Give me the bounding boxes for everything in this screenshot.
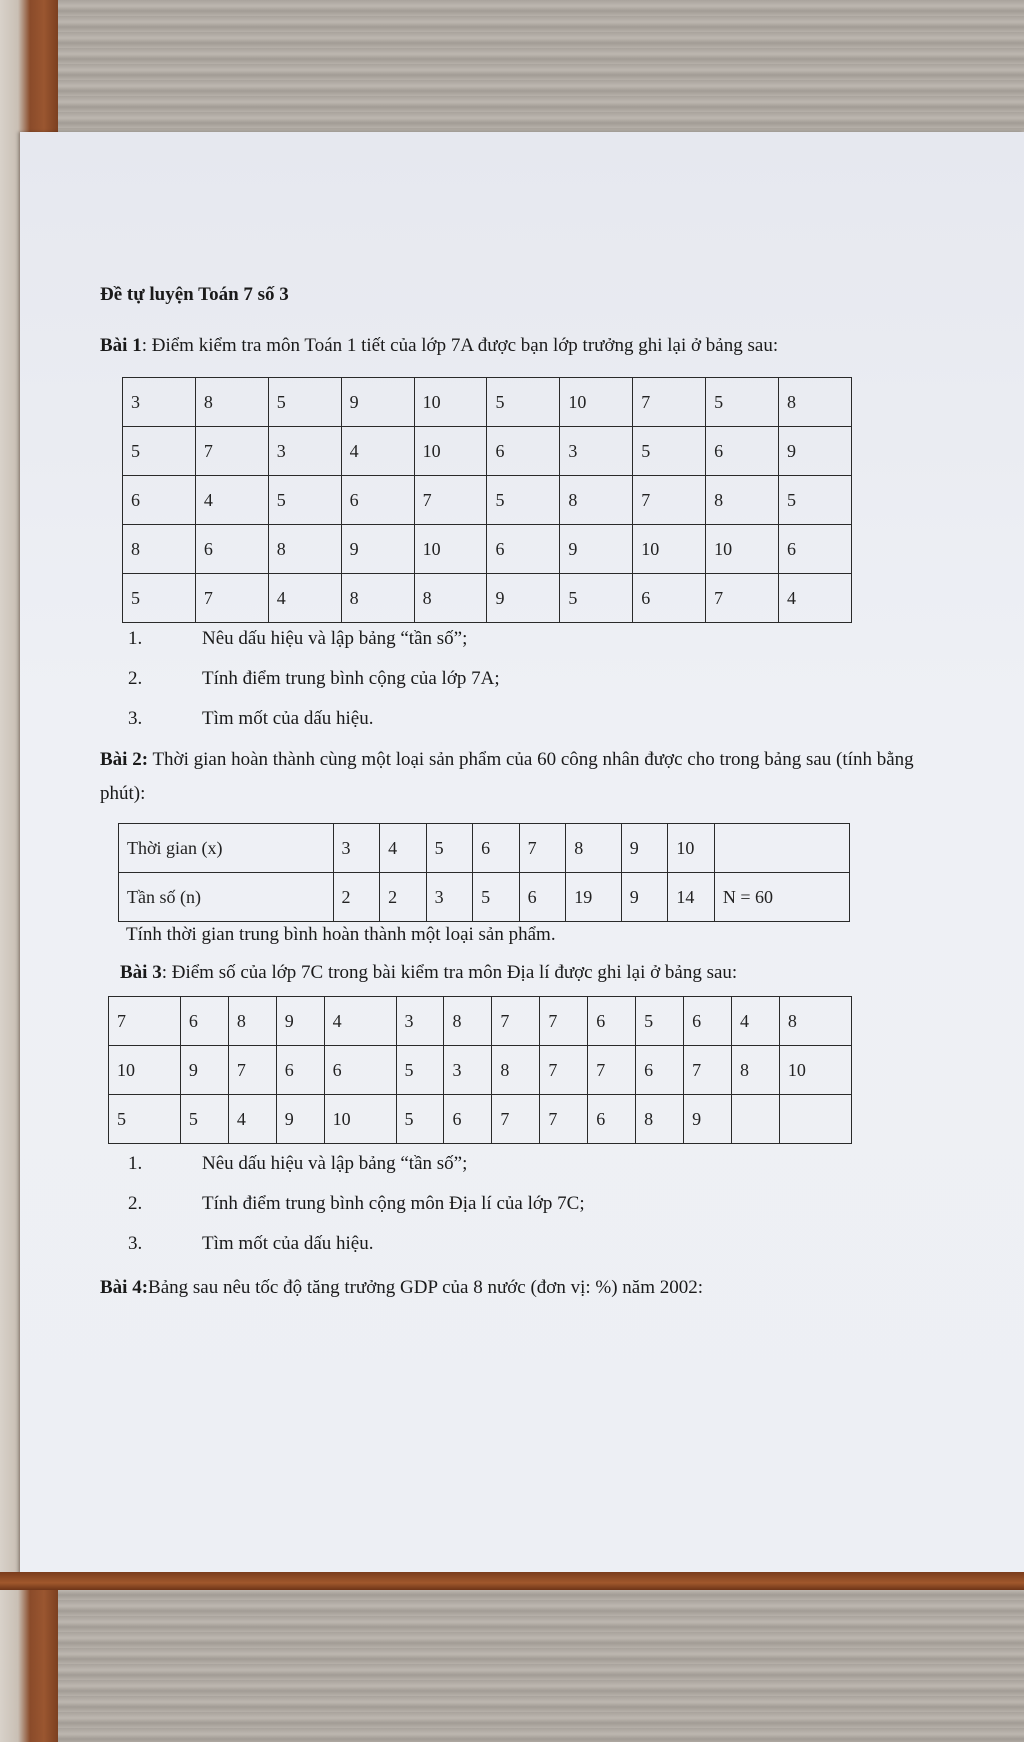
list-item-number: 2.	[128, 1193, 143, 1214]
table-cell: 6	[706, 427, 779, 476]
table-cell: 9	[276, 1095, 324, 1144]
table-cell: 5	[706, 378, 779, 427]
bai3-score-table	[108, 996, 852, 1144]
table-cell: 5	[268, 378, 341, 427]
table-cell: 10	[414, 525, 487, 574]
table-cell: 6	[684, 997, 732, 1046]
bai2-text: Thời gian hoàn thành cùng một loại sản phẩm của 60 công nhân được cho trong bảng sau (tính bằng phút):	[100, 749, 914, 804]
list-item-number: 1.	[128, 1153, 143, 1174]
table-cell: 5	[268, 476, 341, 525]
table-row	[119, 873, 850, 922]
table-cell: 6	[123, 476, 196, 525]
table-cell: 7	[706, 574, 779, 623]
list-item	[100, 1224, 960, 1264]
table-cell: 5	[487, 476, 560, 525]
list-item-number: 3.	[128, 708, 143, 729]
table-cell: 6	[779, 525, 852, 574]
bai1-text: : Điểm kiểm tra môn Toán 1 tiết của lớp 7A được bạn lớp trưởng ghi lại ở bảng sau:	[141, 335, 779, 356]
table-row	[109, 1046, 852, 1095]
table-cell: N = 60	[714, 873, 849, 922]
table-cell: 7	[195, 574, 268, 623]
table-cell: 3	[123, 378, 196, 427]
table-cell	[714, 824, 849, 873]
table-row	[123, 427, 852, 476]
table-cell: 4	[732, 997, 780, 1046]
table-cell: 14	[668, 873, 715, 922]
table-cell: 5	[636, 997, 684, 1046]
table-cell: 5	[487, 378, 560, 427]
table-cell: 8	[706, 476, 779, 525]
table-cell: 7	[540, 997, 588, 1046]
list-item	[100, 619, 960, 659]
table-cell: 8	[228, 997, 276, 1046]
table-cell: 8	[732, 1046, 780, 1095]
document-title: Đề tự luyện Toán 7 số 3	[100, 284, 289, 305]
table-cell: 6	[324, 1046, 396, 1095]
bai4-prompt	[100, 1268, 960, 1308]
table-cell: Tần số (n)	[119, 873, 334, 922]
table-cell: 9	[621, 824, 668, 873]
table-cell: 8	[414, 574, 487, 623]
list-item-text: Tính điểm trung bình cộng của lớp 7A;	[202, 668, 500, 689]
list-item-text: Tìm mốt của dấu hiệu.	[202, 708, 374, 729]
table-cell: 8	[123, 525, 196, 574]
list-item	[100, 1144, 960, 1184]
table-cell: 6	[519, 873, 566, 922]
bai4-text: Bảng sau nêu tốc độ tăng trưởng GDP của 8 nước (đơn vị: %) năm 2002:	[148, 1277, 704, 1298]
table-cell: 7	[195, 427, 268, 476]
table-cell: 7	[633, 476, 706, 525]
bai2-frequency-table	[118, 823, 850, 922]
table-cell: 7	[684, 1046, 732, 1095]
list-item-text: Tính điểm trung bình cộng môn Địa lí của lớp 7C;	[202, 1193, 585, 1214]
bai1-label: Bài 1	[100, 335, 142, 356]
table-cell: 9	[779, 427, 852, 476]
table-cell	[779, 1095, 851, 1144]
table-cell: 7	[519, 824, 566, 873]
table-cell: 3	[333, 824, 380, 873]
table-cell: 7	[540, 1046, 588, 1095]
table-cell: 4	[268, 574, 341, 623]
list-item-text: Nêu dấu hiệu và lập bảng “tần số”;	[202, 1153, 468, 1174]
table-cell: 10	[324, 1095, 396, 1144]
bai3-prompt	[120, 956, 960, 990]
table-cell: 6	[276, 1046, 324, 1095]
table-cell: 3	[396, 997, 444, 1046]
table-cell: 6	[487, 427, 560, 476]
table-cell: 10	[414, 378, 487, 427]
table-cell: Thời gian (x)	[119, 824, 334, 873]
table-cell: 6	[444, 1095, 492, 1144]
bai2-prompt	[100, 743, 960, 811]
table-cell: 3	[268, 427, 341, 476]
table-cell: 9	[341, 525, 414, 574]
table-cell: 9	[621, 873, 668, 922]
table-cell: 9	[560, 525, 633, 574]
table-cell: 9	[276, 997, 324, 1046]
table-cell: 5	[473, 873, 520, 922]
table-cell: 5	[426, 824, 473, 873]
table-cell: 9	[180, 1046, 228, 1095]
table-cell: 6	[473, 824, 520, 873]
table-cell: 5	[396, 1046, 444, 1095]
bai3-questions	[100, 1144, 960, 1264]
table-row	[123, 525, 852, 574]
list-item-text: Tìm mốt của dấu hiệu.	[202, 1233, 374, 1254]
list-item-text: Nêu dấu hiệu và lập bảng “tần số”;	[202, 628, 468, 649]
table-cell: 4	[341, 427, 414, 476]
table-cell: 6	[487, 525, 560, 574]
table-cell: 3	[560, 427, 633, 476]
list-item	[100, 1184, 960, 1224]
table-cell: 7	[492, 997, 540, 1046]
bai2-question: Tính thời gian trung bình hoàn thành một loại sản phẩm.	[126, 924, 556, 945]
table-cell: 8	[779, 997, 851, 1046]
table-cell: 2	[380, 873, 427, 922]
table-row	[123, 476, 852, 525]
table-cell: 4	[380, 824, 427, 873]
table-cell: 10	[668, 824, 715, 873]
bai4-label: Bài 4:	[100, 1277, 149, 1298]
table-cell: 5	[123, 427, 196, 476]
table-row	[109, 1095, 852, 1144]
table-cell: 3	[444, 1046, 492, 1095]
table-cell	[732, 1095, 780, 1144]
table-row	[123, 378, 852, 427]
table-cell: 4	[195, 476, 268, 525]
table-cell: 7	[414, 476, 487, 525]
table-cell: 8	[566, 824, 622, 873]
table-cell: 9	[341, 378, 414, 427]
table-cell: 2	[333, 873, 380, 922]
table-cell: 6	[588, 997, 636, 1046]
bai1-score-table	[122, 377, 852, 623]
table-cell: 8	[779, 378, 852, 427]
table-cell: 7	[228, 1046, 276, 1095]
table-cell: 10	[779, 1046, 851, 1095]
table-cell: 6	[195, 525, 268, 574]
table-cell: 8	[560, 476, 633, 525]
table-cell: 5	[396, 1095, 444, 1144]
table-cell: 7	[109, 997, 181, 1046]
table-cell: 8	[341, 574, 414, 623]
list-item	[100, 659, 960, 699]
list-item-number: 3.	[128, 1233, 143, 1254]
table-cell: 9	[684, 1095, 732, 1144]
bai1-prompt	[100, 329, 960, 363]
table-cell: 5	[779, 476, 852, 525]
document-content	[100, 280, 960, 1316]
table-cell: 10	[560, 378, 633, 427]
table-cell: 4	[324, 997, 396, 1046]
bai2-label: Bài 2:	[100, 749, 149, 770]
table-row	[109, 997, 852, 1046]
table-cell: 5	[123, 574, 196, 623]
table-cell: 7	[588, 1046, 636, 1095]
table-cell: 5	[180, 1095, 228, 1144]
bai3-label: Bài 3	[120, 962, 162, 983]
table-cell: 4	[228, 1095, 276, 1144]
table-cell: 3	[426, 873, 473, 922]
table-cell: 8	[636, 1095, 684, 1144]
table-cell: 8	[195, 378, 268, 427]
table-cell: 6	[588, 1095, 636, 1144]
table-cell: 8	[268, 525, 341, 574]
list-item-number: 1.	[128, 628, 143, 649]
table-cell: 7	[540, 1095, 588, 1144]
table-cell: 5	[633, 427, 706, 476]
table-cell: 10	[706, 525, 779, 574]
table-cell: 9	[487, 574, 560, 623]
list-item-number: 2.	[128, 668, 143, 689]
table-cell: 7	[492, 1095, 540, 1144]
table-cell: 6	[633, 574, 706, 623]
table-cell: 5	[560, 574, 633, 623]
table-cell: 6	[341, 476, 414, 525]
list-item	[100, 699, 960, 739]
table-cell: 6	[636, 1046, 684, 1095]
table-cell: 4	[779, 574, 852, 623]
table-cell: 10	[109, 1046, 181, 1095]
table-cell: 19	[566, 873, 622, 922]
table-cell: 6	[180, 997, 228, 1046]
table-cell: 5	[109, 1095, 181, 1144]
table-cell: 10	[633, 525, 706, 574]
table-cell: 8	[492, 1046, 540, 1095]
wooden-frame-bottom	[0, 1572, 1024, 1590]
table-cell: 8	[444, 997, 492, 1046]
table-cell: 7	[633, 378, 706, 427]
bai3-text: : Điểm số của lớp 7C trong bài kiểm tra môn Địa lí được ghi lại ở bảng sau:	[161, 962, 738, 983]
table-row	[123, 574, 852, 623]
bai1-questions	[100, 619, 960, 739]
table-cell: 10	[414, 427, 487, 476]
table-row	[119, 824, 850, 873]
